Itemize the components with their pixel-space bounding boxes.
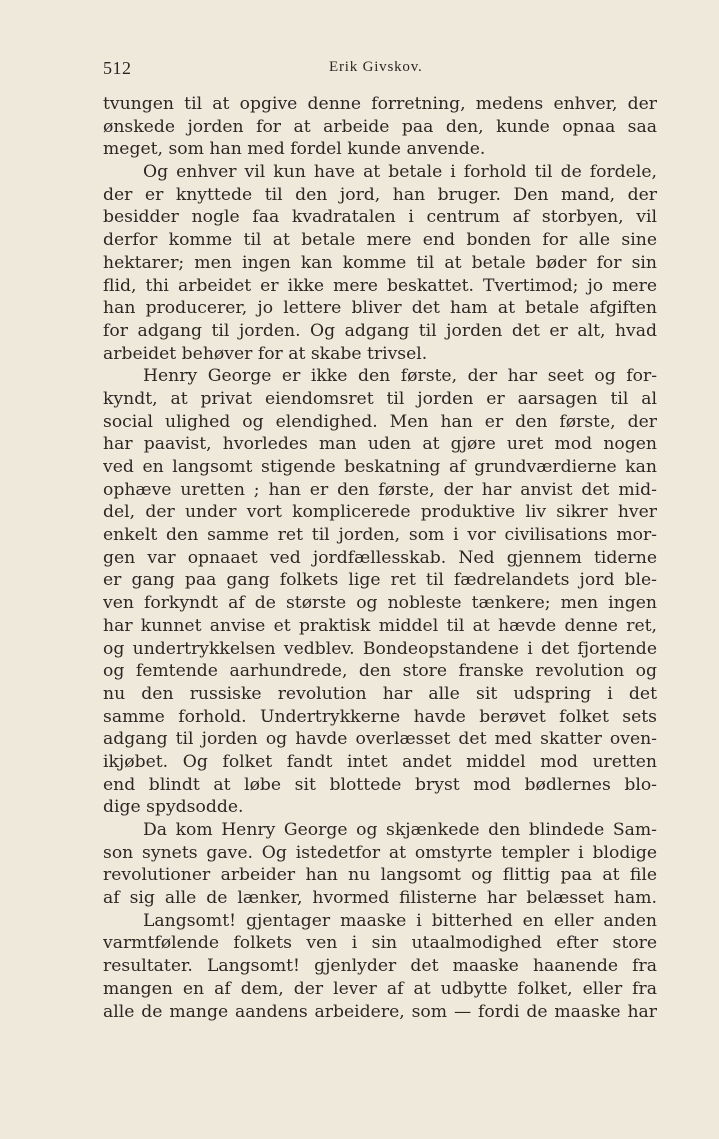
text-line: enkelt den samme ret til jorden, som i vor civilisations mor-: [103, 525, 657, 546]
text-line: adgang til jorden og havde overlæsset det med skatter oven-: [103, 729, 657, 750]
text-line: tvungen til at opgive denne forretning, medens enhver, der: [103, 94, 657, 114]
text-line: meget, som han med fordel kunde anvende.: [103, 139, 486, 160]
text-line: flid, thi arbeidet er ikke mere beskattet. Tvertimod; jo mere: [103, 275, 657, 296]
running-head: [103, 58, 657, 82]
text-line: mangen en af dem, der lever af at udbytte folket, eller fra: [103, 978, 657, 999]
text-line: der er knyttede til den jord, han bruger. Den mand, der: [103, 184, 657, 205]
text-line: har kunnet anvise et praktisk middel til at hævde denne ret,: [103, 615, 657, 636]
text-line: nu den russiske revolution har alle sit udspring i det: [103, 683, 657, 704]
text-line: arbeidet behøver for at skabe trivsel.: [103, 343, 428, 364]
text-line: er gang paa gang folkets lige ret til fædrelandets jord ble-: [103, 570, 657, 591]
text-line: og undertrykkelsen vedblev. Bondeopstandene i det fjortende: [103, 638, 657, 659]
text-line: kyndt, at privat eiendomsret til jorden er aarsagen til al: [103, 388, 657, 409]
text-line: for adgang til jorden. Og adgang til jorden det er alt, hvad: [103, 320, 657, 341]
text-line: og femtende aarhundrede, den store franske revolution og: [103, 661, 657, 682]
text-line: derfor komme til at betale mere end bonden for alle sine: [103, 230, 657, 251]
text-line: Henry George er ikke den første, der har seet og for-: [143, 366, 657, 387]
page-number: 512: [103, 58, 132, 78]
text-line: resultater. Langsomt! gjenlyder det maaske haanende fra: [103, 956, 657, 977]
text-line: af sig alle de lænker, hvormed filisterne har belæsset ham.: [103, 888, 657, 909]
text-line: han producerer, jo lettere bliver det ham at betale afgiften: [103, 298, 657, 319]
text-line: ikjøbet. Og folket fandt intet andet middel mod uretten: [103, 751, 657, 772]
text-line: Langsomt! gjentager maaske i bitterhed en eller anden: [143, 910, 657, 931]
text-line: hektarer; men ingen kan komme til at betale bøder for sin: [103, 252, 657, 273]
running-title: Erik Givskov.: [329, 59, 423, 75]
text-line: samme forhold. Undertrykkerne havde berøvet folket sets: [103, 706, 657, 727]
text-line: Da kom Henry George og skjænkede den blindede Sam-: [143, 820, 657, 840]
text-line: end blindt at løbe sit blottede bryst mod bødlernes blo-: [103, 774, 657, 795]
text-line: son synets gave. Og istedetfor at omstyrte templer i blodige: [103, 842, 657, 863]
text-line: alle de mange aandens arbeidere, som — fordi de maaske har: [103, 1001, 657, 1022]
text-line: ønskede jorden for at arbeide paa den, kunde opnaa saa: [103, 116, 657, 137]
text-line: har paavist, hvorledes man uden at gjøre uret mod nogen: [103, 434, 657, 455]
body-text: [103, 93, 657, 1023]
text-line: ved en langsomt stigende beskatning af grundværdierne kan: [103, 457, 657, 477]
text-line: besidder nogle faa kvadratalen i centrum af storbyen, vil: [103, 207, 657, 228]
text-line: Og enhver vil kun have at betale i forhold til de fordele,: [143, 162, 657, 183]
text-line: gen var opnaaet ved jordfællesskab. Ned gjennem tiderne: [103, 547, 657, 568]
text-line: varmtfølende folkets ven i sin utaalmodighed efter store: [103, 933, 657, 954]
text-line: revolutioner arbeider han nu langsomt og flittig paa at file: [103, 865, 657, 886]
text-line: dige spydsodde.: [103, 797, 244, 818]
text-line: del, der under vort komplicerede produktive liv sikrer hver: [103, 502, 657, 523]
text-line: ven forkyndt af de største og nobleste tænkere; men ingen: [103, 593, 657, 614]
text-line: ophæve uretten ; han er den første, der har anvist det mid-: [103, 479, 657, 500]
text-line: social ulighed og elendighed. Men han er den første, der: [103, 411, 657, 432]
